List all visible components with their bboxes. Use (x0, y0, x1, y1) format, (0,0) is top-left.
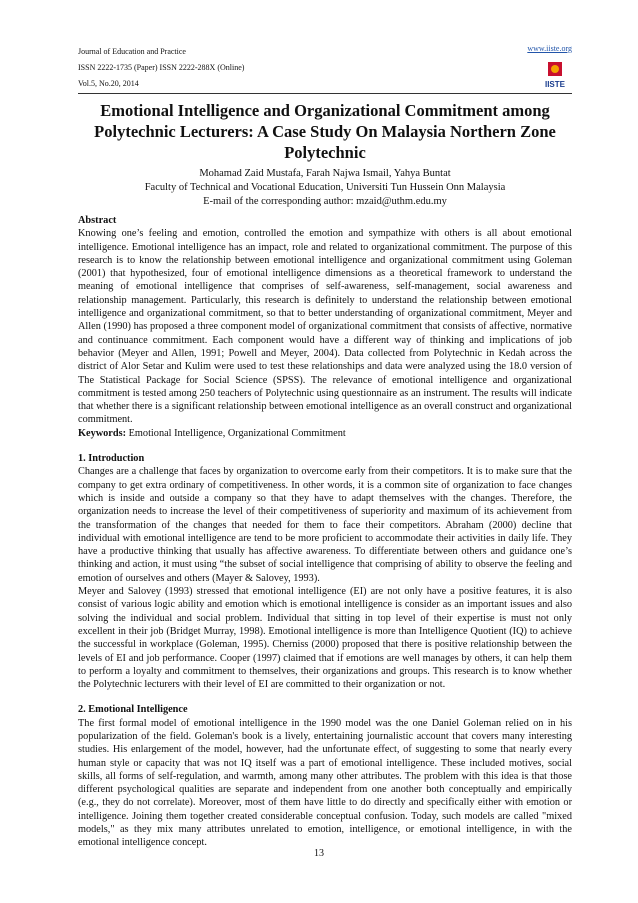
author-block (78, 167, 572, 209)
author-affiliation: Faculty of Technical and Vocational Education, Universiti Tun Hussein Onn Malaysia (144, 182, 506, 193)
author-email: E-mail of the corresponding author: mzaid@uthm.edu.my (203, 196, 447, 207)
paper-body (78, 214, 572, 850)
header-rule (78, 93, 572, 94)
keywords-line (78, 427, 572, 440)
journal-issn: ISSN 2222-1735 (Paper) ISSN 2222-288X (Online) (78, 63, 245, 72)
section-2-heading: 2. Emotional Intelligence (78, 704, 188, 716)
journal-url-link[interactable]: www.iiste.org (527, 44, 572, 53)
iiste-logo-icon (540, 60, 570, 90)
section-1-heading: 1. Introduction (78, 453, 145, 465)
abstract-text: Knowing one’s feeling and emotion, controlled the emotion and sympathize with others is all about emotional intelligence. Emotional intelligence has an impact, role and related to organizational commitment. The purpose of this research is to know the relationship between emotional intelligence and organizational commitment using Goleman (2001) that hypothesized, four of emotional intelligence dimensions as a theoretical framework to understand the meaning of emotional intelligence that comprises of self-awareness, self-management, social awareness and relationship management. Particularly, this research is definitely to understand the relationship between emotional intelligence and organizational commitment, so that to better understanding of organizational commitment, Meyer and Allen (1990) has proposed a three component model of organizational commitment that consists of affective, normative and continuance commitment. Each component would have a different way of thinking and implications of job behavior (Meyer and Allen, 1991; Powell and Meyer, 2004). Data collected from Polytechnic in Kedah across the district of Alor Setar and Kulim were used to test these relationships and data were analyzed using the 18.0 version of The Statistical Package for Social Science (SPSS). The relevance of emotional intelligence and organizational commitment is tested among 250 teachers of Polytechnic using questionnaire as an instrument. The results will indicate that whether there is a significant relationship between emotional intelligence as an overall construct and organizational commitment. (78, 228, 572, 426)
journal-name: Journal of Education and Practice (78, 47, 186, 56)
logo-text: IISTE (544, 80, 566, 89)
paper-title: Emotional Intelligence and Organizational Commitment among Polytechnic Lecturers: A Case Study On Malaysia Northern Zone Polytechnic (94, 101, 556, 162)
section-1-paragraph-2: Meyer and Salovey (1993) stressed that emotional intelligence (EI) are not only have a positive features, it is also consist of various logic ability and emotion which is emotional intelligence is consider as an important issues and also solving the individual and social problem. Individual that sitting in top level of their expertise is must not only excellent in their job (Bridget Murray, 1998). Emotional intelligence is more than Intelligence Quotient (IQ) to achieve the successful in workplace (Goleman, 1995). Cherniss (2000) proposed that there is positive relationship between the levels of EI and job performance. Cooper (1997) claimed that if emotions are well manages by others, it can help them to perform a loyalty and commitment to themselves, their organizations and groups. This research is to know whether the Polytechnic lecturers with their level of EI are committed to their organization or not. (78, 586, 572, 691)
page-number: 13 (314, 848, 324, 859)
section-2-paragraph-1: The first formal model of emotional intelligence in the 1990 model was the one Daniel Goleman relied on in his popularization of the field. Goleman's book is a lively, entertaining journalistic account that covers many interesting studies. His enlargement of the model, however, had the unfortunate effect, of suggesting to some that nearly every human style or capacity that was not IQ itself was a part of emotional intelligence. These included motives, social skills, all forms of self-regulation, and warmth, among many other attributes. The problem with this idea is that those different psychological qualities are separate and independent from one another both conceptually and empirically (e.g., they do not correlate). Moreover, most of them have little to do directly and specifically either with emotion or intelligence. Joining them together created considerable conceptual confusion. Today, such models are called "mixed models," as they mix many attributes unrelated to emotion, intelligence, or emotional intelligence, in with the emotional intelligence concept. (78, 717, 572, 849)
section-1-paragraph-1: Changes are a challenge that faces by organization to overcome early from their competitors. It is to make sure that the company to get extra ordinary of competitiveness. In other words, it is a common site of organization to face changes which is inside and outside a company so that they have to adapt themselves with the changes. Therefore, the organization needs to increase the level of their competitiveness of superiority and maximum of its achievement from the transformation of the changes that needed for them to face their competitors. Abraham (2000) decline that individual with emotional intelligence are tend to be more proficient to accommodate their activities in daily life. They have a productive thinking that usually has affective awareness. To differentiate between others and guidance one’s thinking and action, it must using “the subset of social intelligence that comprising of ability to observe the feeling and emotion of ourselves and others (Mayer & Salovey, 1993). (78, 466, 572, 584)
author-names: Mohamad Zaid Mustafa, Farah Najwa Ismail, Yahya Buntat (199, 168, 451, 179)
journal-header (78, 44, 244, 92)
keywords-text: Emotional Intelligence, Organizational Commitment (126, 427, 346, 439)
keywords-label: Keywords: (78, 427, 127, 439)
abstract-heading: Abstract (78, 215, 117, 226)
journal-volume: Vol.5, No.20, 2014 (78, 79, 139, 88)
